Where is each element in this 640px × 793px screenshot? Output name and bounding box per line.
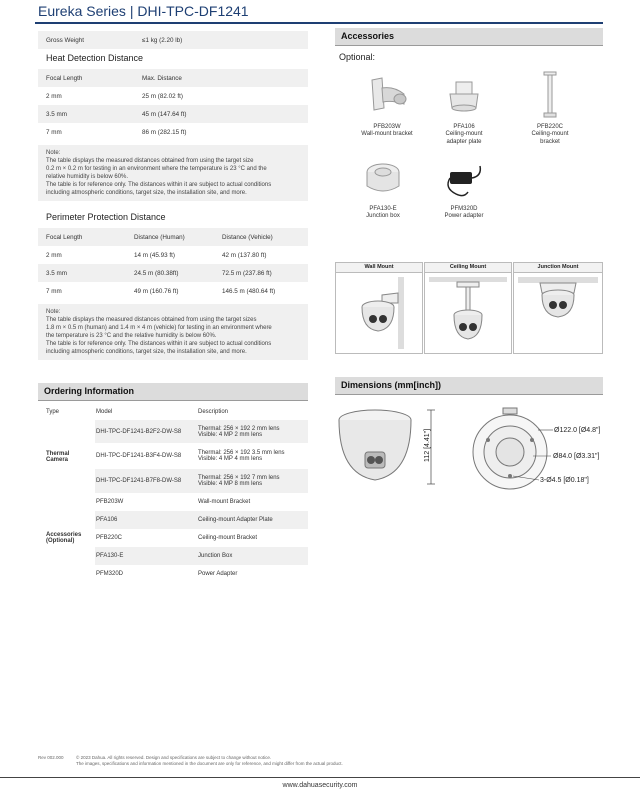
accessory-code: PFB220C bbox=[536, 123, 563, 130]
accessory-pfa106 bbox=[436, 70, 492, 146]
footer-legal bbox=[38, 755, 343, 766]
ord-model: DHI-TPC-DF1241-B2F2-DW-S8 bbox=[96, 428, 182, 435]
heat-row-distance: 45 m (147.64 ft) bbox=[134, 105, 308, 123]
heat-row-focal: 3.5 mm bbox=[38, 105, 134, 123]
power-adapter-icon bbox=[442, 158, 486, 202]
hole-diameter: 3-Ø4.5 [Ø0.18"] bbox=[540, 477, 589, 484]
ord-model: DHI-TPC-DF1241-B3F4-DW-S8 bbox=[96, 453, 182, 459]
ord-desc: Wall-mount Bracket bbox=[198, 499, 251, 505]
ord-desc: Ceiling-mount Adapter Plate bbox=[198, 517, 273, 523]
ord-desc-line: Thermal: 256 × 192 2 mm lens bbox=[198, 425, 280, 432]
gross-weight-label: Gross Weight bbox=[38, 31, 134, 49]
perim-cell: 14 m (45.93 ft) bbox=[126, 246, 214, 264]
perim-cell: 3.5 mm bbox=[38, 264, 126, 282]
accessory-name: Power adapter bbox=[444, 213, 484, 219]
perim-cell: 7 mm bbox=[38, 282, 126, 300]
outer-diameter: Ø122.0 [Ø4.8"] bbox=[554, 427, 601, 434]
ord-desc: Ceiling-mount Bracket bbox=[198, 535, 258, 541]
accessory-name: Ceiling-mount adapter plate bbox=[445, 131, 483, 145]
note-line: The table displays the measured distances obtained from using the target sizes bbox=[46, 317, 257, 323]
accessories-section bbox=[335, 28, 603, 62]
ord-type-thermal-label: Thermal Camera bbox=[46, 450, 70, 463]
perim-cell: 49 m (160.76 ft) bbox=[126, 282, 214, 300]
accessory-pfm320d bbox=[436, 158, 492, 221]
ord-model: PFM320D bbox=[96, 571, 124, 577]
dimensions-drawing bbox=[335, 400, 603, 510]
perimeter-note bbox=[38, 304, 308, 360]
perim-cell: 146.5 m (480.64 ft) bbox=[214, 282, 308, 300]
accessories-optional: Optional: bbox=[339, 52, 376, 62]
mount-diagrams bbox=[335, 262, 603, 354]
accessory-pfb203w bbox=[345, 70, 429, 139]
ord-desc bbox=[197, 420, 308, 443]
page-header bbox=[0, 0, 640, 24]
accessory-code: PFB203W bbox=[373, 123, 401, 130]
junction-mount-panel bbox=[513, 262, 603, 354]
wall-mount-panel bbox=[335, 262, 423, 354]
ordering-title: Ordering Information bbox=[38, 383, 308, 401]
note-line: The table is for reference only. The distances within it are subject to actual conditions bbox=[46, 182, 272, 188]
ord-desc: Junction Box bbox=[198, 553, 233, 559]
heat-detection-section bbox=[38, 53, 308, 201]
perim-header-human: Distance (Human) bbox=[126, 228, 214, 246]
ord-model: PFB203W bbox=[96, 499, 124, 505]
ord-header-type: Type bbox=[46, 409, 60, 415]
ord-header-desc: Description bbox=[198, 409, 229, 415]
accessories-title: Accessories bbox=[335, 28, 603, 46]
perim-cell: 2 mm bbox=[38, 246, 126, 264]
footer-url[interactable]: www.dahuasecurity.com bbox=[282, 782, 358, 789]
accessory-name: Junction box bbox=[366, 213, 400, 219]
accessory-code: PFA130-E bbox=[369, 205, 397, 212]
perimeter-title: Perimeter Protection Distance bbox=[46, 212, 166, 222]
ord-desc bbox=[197, 469, 308, 493]
page-title: Eureka Series | DHI-TPC-DF1241 bbox=[38, 3, 249, 19]
ord-desc-line: Thermal: 256 × 192 3.5 mm lens bbox=[198, 450, 285, 456]
note-line: Note: bbox=[46, 150, 61, 156]
heat-row-distance: 86 m (282.15 ft) bbox=[134, 123, 308, 141]
ord-desc bbox=[197, 443, 308, 469]
ord-type-accessories bbox=[38, 493, 95, 583]
ord-desc-line: Thermal: 256 × 192 7 mm lens bbox=[198, 475, 280, 481]
heat-row-distance: 25 m (82.02 ft) bbox=[134, 87, 308, 105]
header-rule bbox=[35, 22, 603, 24]
heat-header-focal: Focal Length bbox=[38, 69, 134, 87]
note-line: 1.8 m × 0.5 m (human) and 1.4 m × 4 m (vehicle) for testing in an environment where bbox=[46, 325, 272, 331]
ord-model: PFA130-E bbox=[96, 553, 124, 559]
note-line: The table is for reference only. The distances within it are subject to actual conditions bbox=[46, 341, 272, 347]
note-line: including atmospheric conditions, target size, the installation site, and more. bbox=[46, 349, 247, 355]
junction-mount-label: Junction Mount bbox=[514, 263, 602, 273]
ord-desc-line: Visible: 4 MP 8 mm lens bbox=[198, 481, 263, 487]
perim-cell: 72.5 m (237.86 ft) bbox=[214, 264, 308, 282]
junction-mount-diagram bbox=[514, 273, 602, 353]
heat-detection-title: Heat Detection Distance bbox=[46, 53, 144, 63]
footer-rule bbox=[0, 777, 640, 778]
ceiling-bracket-icon bbox=[535, 70, 565, 120]
ceiling-mount-diagram bbox=[425, 273, 511, 353]
note-line: The table displays the measured distances obtained from using the target size bbox=[46, 158, 254, 164]
perim-header-vehicle: Distance (Vehicle) bbox=[214, 228, 308, 246]
note-line: Note: bbox=[46, 309, 61, 315]
note-line: including atmospheric conditions, target size, the installation site, and more. bbox=[46, 190, 247, 196]
ord-type-thermal bbox=[38, 420, 95, 493]
accessory-pfa130e bbox=[355, 158, 411, 221]
perim-cell: 42 m (137.80 ft) bbox=[214, 246, 308, 264]
gross-weight-value: ≤1 kg (2.20 lb) bbox=[134, 31, 308, 49]
ord-header-model: Model bbox=[96, 409, 113, 415]
heat-note bbox=[38, 145, 308, 201]
note-line: the temperature is 23 °C and the relative humidity is below 60%. bbox=[46, 333, 217, 339]
heat-row-focal: 7 mm bbox=[38, 123, 134, 141]
ord-model: PFA106 bbox=[96, 517, 118, 523]
legal-line: © 2023 Dahua. All rights reserved. Design and specifications are subject to change without notice. bbox=[76, 755, 272, 760]
dimensions-section bbox=[335, 377, 603, 395]
middle-diameter: Ø84.0 [Ø3.31"] bbox=[553, 453, 600, 460]
junction-box-icon bbox=[363, 158, 403, 202]
legal-line: The images, specifications and information mentioned in the document are only for reference, and might differ from the actual product. bbox=[76, 761, 343, 766]
ord-desc: Power Adapter bbox=[198, 571, 238, 577]
note-line: 0.2 m × 0.2 m for testing in an environment where the temperature is 23 °C and the bbox=[46, 166, 267, 172]
legal-text bbox=[76, 755, 416, 767]
height-dimension: 112 [4.41"] bbox=[424, 428, 431, 462]
note-line: relative humidity is below 60%. bbox=[46, 174, 129, 180]
ceiling-mount-panel bbox=[424, 262, 512, 354]
accessory-pfb220c bbox=[522, 70, 578, 146]
wall-mount-diagram bbox=[336, 273, 422, 353]
wall-bracket-icon bbox=[362, 70, 412, 120]
adapter-plate-icon bbox=[444, 70, 484, 120]
ord-desc-line: Visible: 4 MP 4 mm lens bbox=[198, 456, 263, 462]
ordering-section bbox=[38, 383, 308, 583]
heat-row-focal: 2 mm bbox=[38, 87, 134, 105]
heat-header-distance: Max. Distance bbox=[134, 69, 308, 87]
gross-weight-table bbox=[38, 31, 308, 49]
perim-cell: 24.5 m (80.38ft) bbox=[126, 264, 214, 282]
perim-header-focal: Focal Length bbox=[38, 228, 126, 246]
dimensions-title: Dimensions (mm[inch]) bbox=[335, 377, 603, 395]
accessory-code: PFM320D bbox=[450, 205, 478, 212]
ord-model: PFB220C bbox=[96, 535, 123, 541]
wall-mount-label: Wall Mount bbox=[336, 263, 422, 273]
ord-desc-line: Visible: 4 MP 2 mm lens bbox=[198, 431, 263, 438]
revision: Rev 002.000 bbox=[38, 755, 64, 760]
ceiling-mount-label: Ceiling Mount bbox=[425, 263, 511, 273]
accessory-name: Ceiling-mount bracket bbox=[531, 131, 569, 145]
accessory-code: PFA106 bbox=[453, 123, 475, 130]
ord-model: DHI-TPC-DF1241-B7F8-DW-S8 bbox=[96, 478, 182, 484]
ord-type-acc-label: Accessories (Optional) bbox=[46, 532, 82, 544]
accessory-name: Wall-mount bracket bbox=[361, 131, 413, 137]
perimeter-section bbox=[38, 212, 308, 360]
